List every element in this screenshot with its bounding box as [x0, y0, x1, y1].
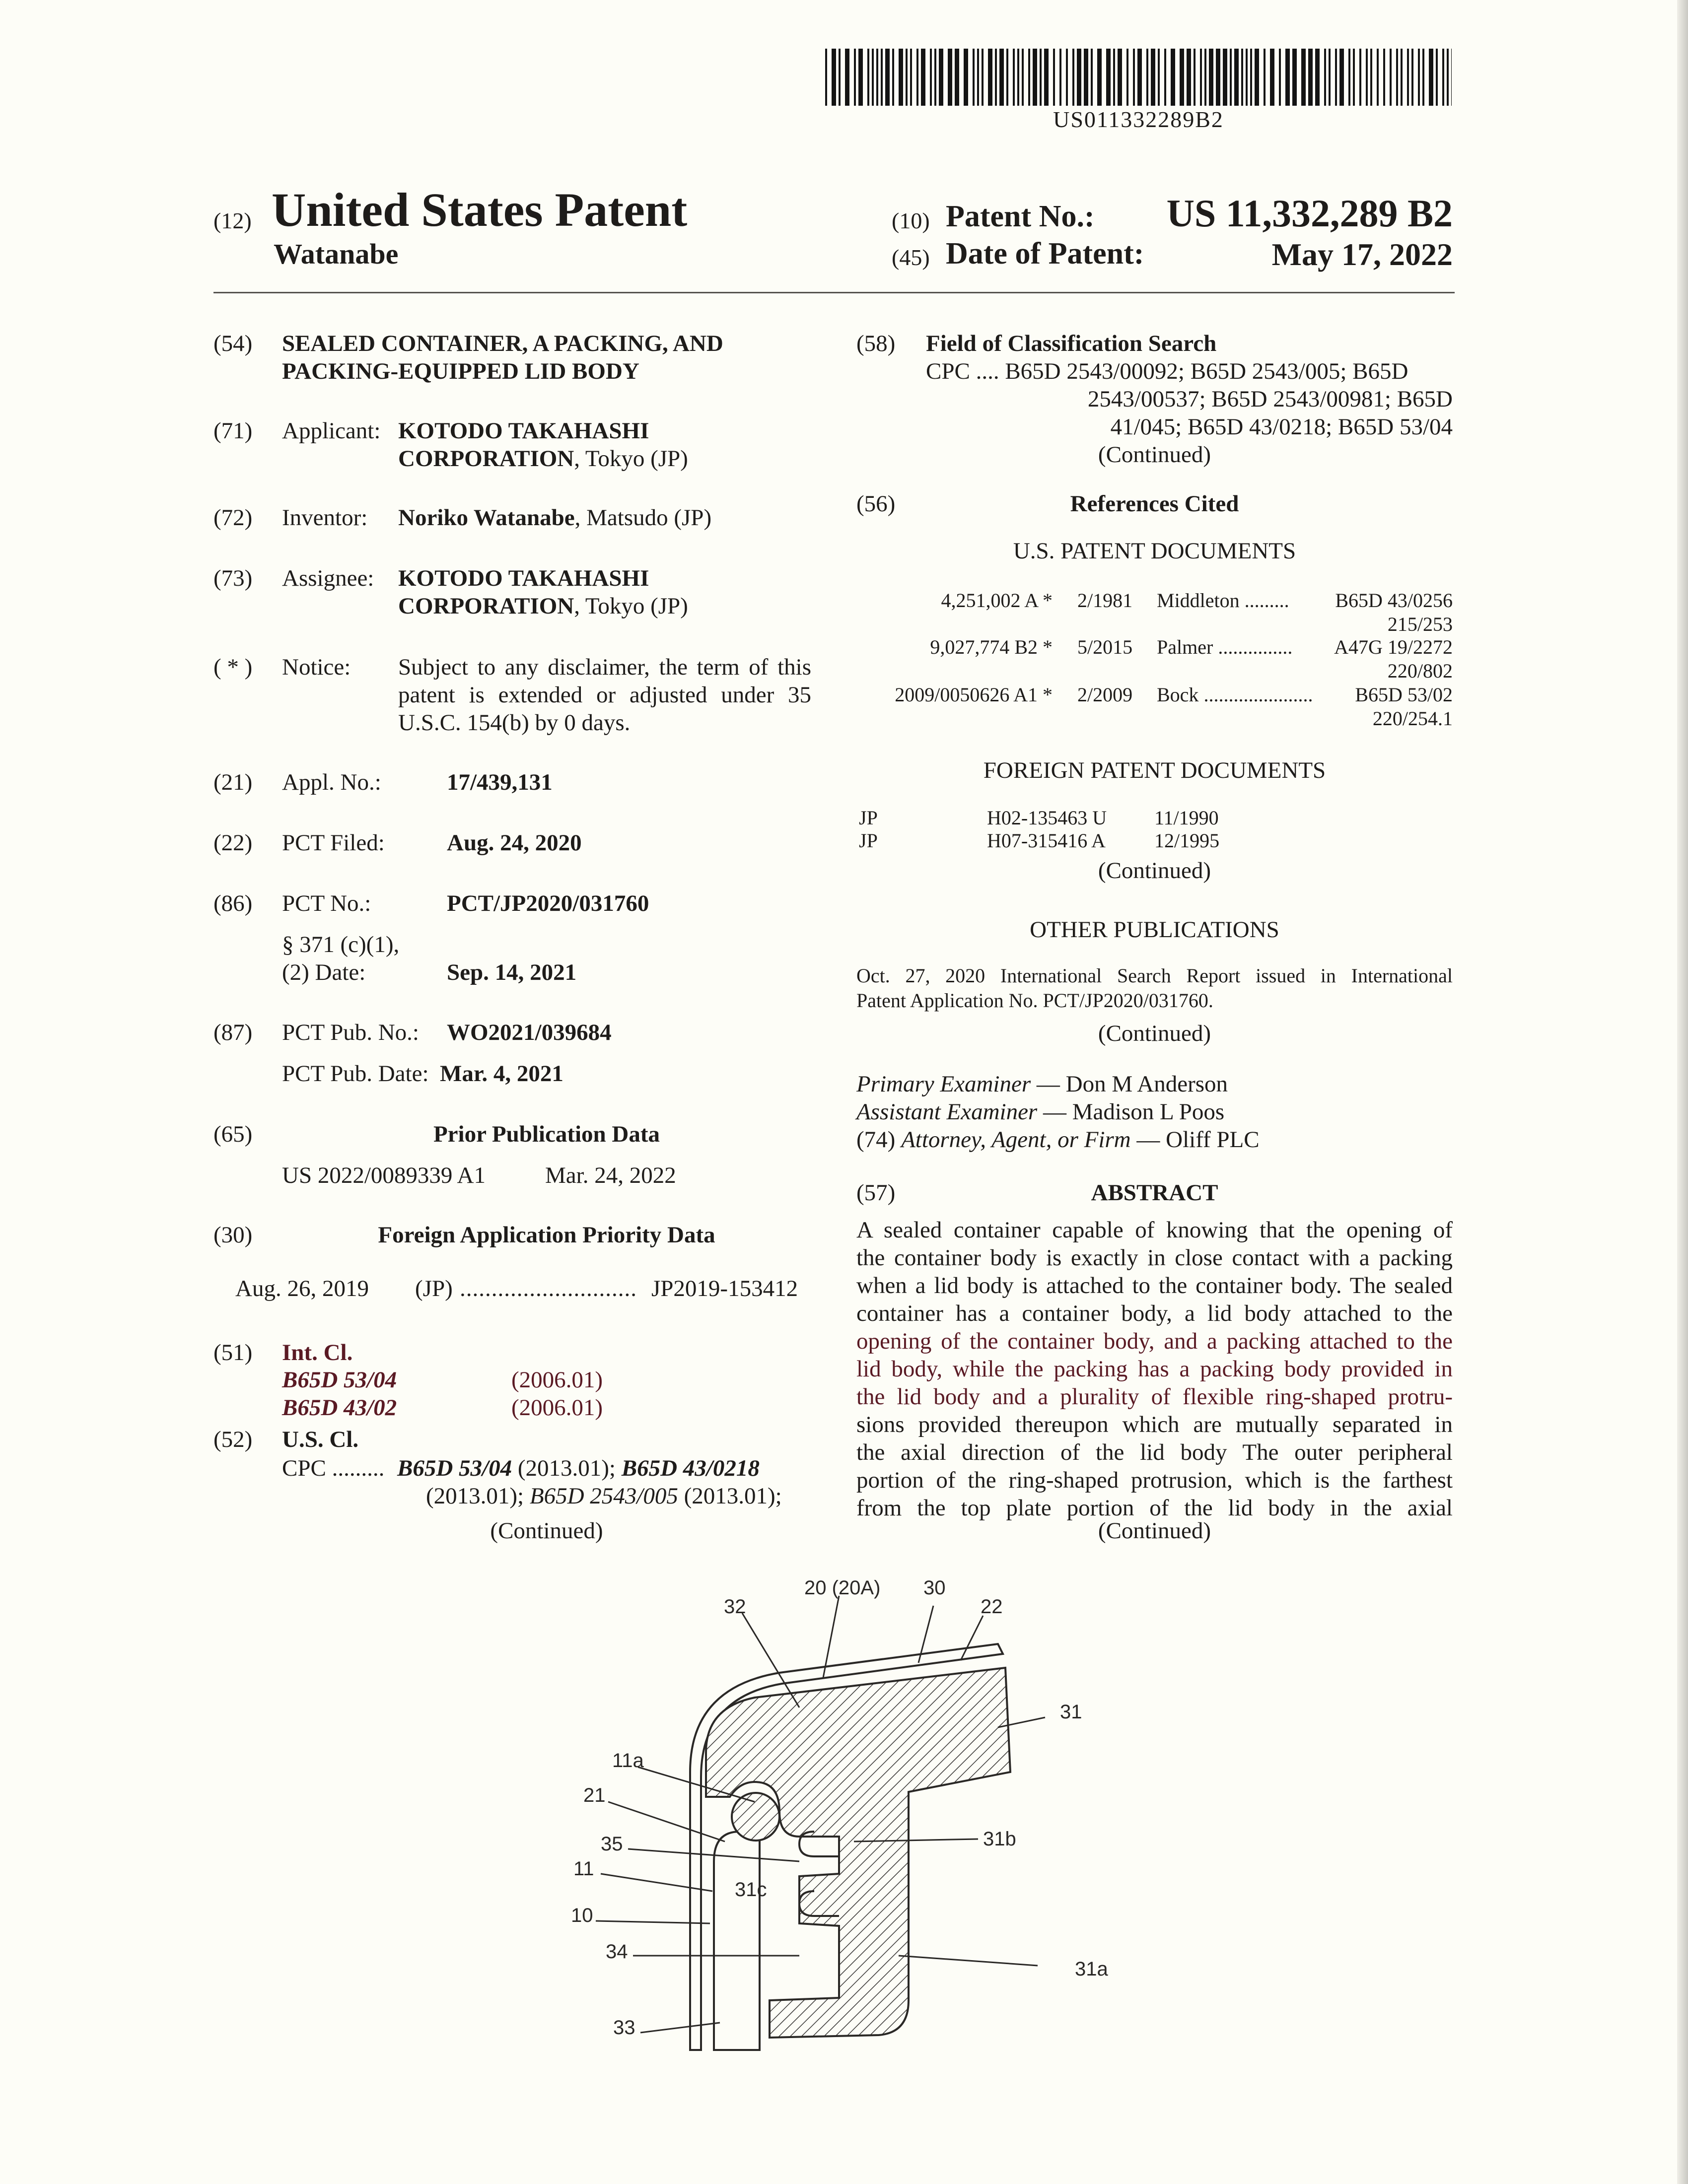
field-search-heading: Field of Classification Search	[926, 331, 1217, 356]
barcode-bar	[988, 49, 992, 106]
us-cl-version-2: (2013.01);	[426, 1483, 530, 1509]
abstract-line: when a lid body is attached to the container body. The sealed	[856, 1273, 1453, 1298]
barcode-bar	[1133, 49, 1135, 106]
us-doc-date: 2/2009	[1077, 683, 1133, 706]
ref-label-35: 35	[601, 1833, 623, 1855]
applicant-location: , Tokyo (JP)	[574, 446, 688, 472]
barcode-bar	[1339, 49, 1344, 106]
foreign-doc-country: JP	[859, 829, 878, 852]
us-doc-number: 9,027,774 B2 *	[930, 636, 1053, 658]
barcode-bar	[910, 49, 912, 106]
abstract-continued: (Continued)	[1098, 1518, 1211, 1544]
barcode-bar	[854, 49, 856, 106]
ref-label-34: 34	[606, 1941, 628, 1963]
foreign-priority-country: (JP)	[415, 1276, 453, 1301]
barcode-bar	[1246, 49, 1248, 106]
references-code: (56)	[856, 491, 896, 517]
pct-no-label: PCT No.:	[282, 890, 371, 916]
us-doc-name: Bock	[1157, 683, 1199, 706]
barcode-bar	[1429, 49, 1433, 106]
date-of-patent: May 17, 2022	[1271, 237, 1453, 272]
foreign-priority-dots: ............................	[460, 1276, 637, 1301]
pct-pub-no-code: (87)	[213, 1020, 253, 1045]
barcode-bar	[1250, 49, 1252, 106]
barcode-bar	[881, 49, 883, 106]
abstract-line: the container body is exactly in close contact with a packing	[856, 1245, 1453, 1271]
barcode-bar	[1077, 49, 1081, 106]
barcode-bar	[1383, 49, 1385, 106]
int-cl-version-2: (2006.01)	[511, 1395, 603, 1421]
attorney-label: Attorney, Agent, or Firm	[901, 1127, 1131, 1153]
invention-title-line2: PACKING-EQUIPPED LID BODY	[282, 358, 639, 384]
barcode-bar	[1033, 49, 1037, 106]
primary-examiner-label: Primary Examiner	[856, 1071, 1031, 1097]
barcode-bar	[872, 49, 874, 106]
us-cl-cpc-label: CPC .........	[282, 1455, 385, 1481]
abstract-line: lid body, while the packing has a packing body provided in	[856, 1356, 1453, 1382]
other-publications-continued: (Continued)	[1098, 1021, 1211, 1046]
us-doc-class: B65D 53/02	[1355, 683, 1453, 706]
field-search-line1: CPC .... B65D 2543/00092; B65D 2543/005; B65D	[926, 358, 1408, 384]
container-rim	[732, 1793, 779, 1841]
barcode-bar	[999, 49, 1004, 106]
barcode-bar	[1348, 49, 1350, 106]
assignee-location: , Tokyo (JP)	[574, 593, 688, 619]
barcode-bar	[1301, 49, 1306, 106]
barcode-bar	[1418, 49, 1420, 106]
field-search-code: (58)	[856, 331, 896, 356]
us-patent-documents-heading: U.S. PATENT DOCUMENTS	[1013, 538, 1296, 564]
date-of-patent-label: Date of Patent:	[946, 237, 1144, 271]
barcode-bar	[839, 49, 841, 106]
foreign-doc-date: 11/1990	[1154, 807, 1219, 829]
int-cl-code: (51)	[213, 1340, 253, 1365]
assistant-examiner-label: Assistant Examiner	[856, 1099, 1038, 1125]
pct-pub-date-value: Mar. 4, 2021	[440, 1061, 563, 1087]
barcode-bar	[1436, 49, 1438, 106]
us-cl-heading: U.S. Cl.	[282, 1427, 359, 1452]
barcode-bar	[1151, 49, 1155, 106]
abstract-line: opening of the container body, and a packing attached to the	[856, 1328, 1453, 1354]
foreign-priority-code: (30)	[213, 1222, 253, 1248]
ref-label-31: 31	[1060, 1701, 1082, 1723]
foreign-priority-number: JP2019-153412	[651, 1276, 798, 1301]
field-search-line2: 2543/00537; B65D 2543/00981; B65D	[1087, 386, 1453, 412]
pct-filed-value: Aug. 24, 2020	[447, 830, 582, 856]
barcode-bar	[916, 49, 918, 106]
barcode-bar	[1308, 49, 1313, 106]
other-publication-line2: Patent Application No. PCT/JP2020/031760.	[856, 989, 1213, 1012]
barcode-bar	[1329, 49, 1331, 106]
barcode-bar	[1285, 49, 1290, 106]
assignee-name-line2: CORPORATION	[398, 593, 574, 619]
barcode-bar	[939, 49, 943, 106]
barcode-bar	[955, 49, 959, 106]
ref-label-11a: 11a	[612, 1750, 644, 1772]
barcode-bar	[1187, 49, 1191, 106]
barcode	[825, 49, 1452, 106]
ref-label-22: 22	[981, 1596, 1003, 1618]
int-cl-class-2: B65D 43/02	[282, 1395, 397, 1421]
ref-label-31b: 31b	[983, 1828, 1016, 1850]
barcode-bar	[1126, 49, 1128, 106]
pct-pub-date-label: PCT Pub. Date:	[282, 1061, 429, 1087]
barcode-number: US011332289B2	[1053, 107, 1224, 132]
barcode-bar	[1234, 49, 1239, 106]
assignee-code: (73)	[213, 565, 253, 591]
foreign-priority-date: Aug. 26, 2019	[235, 1276, 369, 1301]
barcode-bar	[1407, 49, 1409, 106]
field-search-continued: (Continued)	[1098, 442, 1211, 468]
us-cl-code: (52)	[213, 1427, 253, 1452]
foreign-doc-number: H02-135463 U	[987, 807, 1107, 829]
field-search-line3: 41/045; B65D 43/0218; B65D 53/04	[1110, 414, 1453, 440]
code-12: (12)	[213, 208, 252, 233]
barcode-bar	[1044, 49, 1049, 106]
abstract-code: (57)	[856, 1180, 896, 1206]
us-doc-date: 2/1981	[1077, 589, 1133, 612]
pct-filed-code: (22)	[213, 830, 253, 856]
abstract-line: the lid body and a plurality of flexible ring-shaped protru-	[856, 1384, 1453, 1410]
barcode-bar	[1279, 49, 1281, 106]
barcode-bar	[995, 49, 997, 106]
other-publications-heading: OTHER PUBLICATIONS	[1030, 917, 1279, 943]
barcode-bar	[1442, 49, 1444, 106]
pct-no-value: PCT/JP2020/031760	[447, 890, 649, 916]
barcode-bar	[1411, 49, 1413, 106]
barcode-bar	[845, 49, 849, 106]
us-doc-class: B65D 43/0256	[1335, 589, 1453, 612]
barcode-bar	[1113, 49, 1115, 106]
barcode-bar	[1017, 49, 1019, 106]
barcode-bar	[825, 49, 827, 106]
patent-no-label: Patent No.:	[946, 200, 1095, 233]
abstract-body	[856, 1216, 1453, 1522]
barcode-bar	[1194, 49, 1196, 106]
abstract-line: A sealed container capable of knowing that the opening of	[856, 1217, 1453, 1243]
barcode-bar	[1137, 49, 1142, 106]
barcode-bar	[1040, 49, 1042, 106]
s371-date-value: Sep. 14, 2021	[447, 959, 577, 985]
patent-number: US 11,332,289 B2	[1166, 192, 1453, 235]
barcode-bar	[1366, 49, 1368, 106]
barcode-bar	[1084, 49, 1088, 106]
barcode-bar	[1223, 49, 1227, 106]
barcode-bar	[1053, 49, 1055, 106]
barcode-bar	[1255, 49, 1259, 106]
barcode-bar	[1390, 49, 1392, 106]
prior-pub-date: Mar. 24, 2022	[545, 1162, 676, 1188]
barcode-bar	[1146, 49, 1148, 106]
barcode-bar	[982, 49, 984, 106]
primary-examiner-name: — Don M Anderson	[1031, 1071, 1228, 1097]
header-divider	[213, 292, 1455, 293]
abstract-line: sions provided thereupon which are mutually separated in	[856, 1412, 1453, 1437]
code-45: (45)	[892, 245, 930, 270]
notice-line3: U.S.C. 154(b) by 0 days.	[398, 710, 631, 736]
barcode-bar	[867, 49, 869, 106]
us-cl-class-3: B65D 2543/005	[529, 1483, 678, 1509]
document-type: United States Patent	[272, 183, 688, 236]
inventor-short: Watanabe	[274, 238, 399, 270]
barcode-bar	[1230, 49, 1232, 106]
representative-drawing	[521, 1564, 1167, 2075]
barcode-bar	[832, 49, 836, 106]
container-wall	[714, 1832, 760, 2050]
us-cl-class-1: B65D 53/04	[397, 1455, 512, 1481]
code-10: (10)	[892, 208, 930, 233]
barcode-bar	[1164, 49, 1166, 106]
applicant-code: (71)	[213, 418, 253, 444]
foreign-priority-heading: Foreign Application Priority Data	[378, 1222, 715, 1248]
us-doc-subclass: 215/253	[1387, 613, 1453, 635]
barcode-bar	[1013, 49, 1015, 106]
barcode-bar	[1264, 49, 1266, 106]
foreign-docs-continued: (Continued)	[1098, 858, 1211, 884]
abstract-line: portion of the ring-shaped protrusion, which is the farthest	[856, 1467, 1453, 1493]
barcode-bar	[1171, 49, 1175, 106]
us-doc-dots: ...............	[1218, 636, 1293, 658]
barcode-bar	[885, 49, 890, 106]
barcode-bar	[1097, 49, 1102, 106]
inventor-name: Noriko Watanabe	[398, 505, 575, 531]
pct-pub-no-value: WO2021/039684	[447, 1020, 612, 1045]
barcode-bar	[892, 49, 894, 106]
barcode-bar	[1335, 49, 1337, 106]
applicant-name-line2: CORPORATION	[398, 446, 574, 472]
abstract-heading: ABSTRACT	[1091, 1180, 1218, 1206]
ref-label-31a: 31a	[1075, 1958, 1108, 1980]
ref-label-11: 11	[573, 1858, 594, 1880]
assistant-examiner-name: — Madison L Poos	[1037, 1099, 1225, 1125]
us-doc-name: Palmer	[1157, 636, 1213, 658]
barcode-bar	[964, 49, 968, 106]
us-cl-continued: (Continued)	[490, 1518, 603, 1544]
title-code: (54)	[213, 331, 253, 356]
notice-line2: patent is extended or adjusted under 35	[398, 682, 811, 708]
pct-pub-no-label: PCT Pub. No.:	[282, 1020, 419, 1045]
us-doc-class: A47G 19/2272	[1334, 636, 1453, 658]
inventor-code: (72)	[213, 505, 253, 531]
barcode-bar	[1028, 49, 1030, 106]
barcode-bar	[899, 49, 903, 106]
barcode-bar	[1324, 49, 1326, 106]
barcode-bar	[1401, 49, 1403, 106]
appl-no-value: 17/439,131	[447, 769, 553, 795]
ref-label-32: 32	[724, 1596, 746, 1618]
ref-label-20: 20 (20A)	[804, 1577, 881, 1599]
us-cl-class-2: B65D 43/0218	[621, 1455, 760, 1481]
us-doc-dots: ......................	[1203, 683, 1313, 706]
references-heading: References Cited	[1070, 491, 1239, 517]
us-doc-number: 4,251,002 A *	[941, 589, 1053, 612]
barcode-bar	[1006, 49, 1008, 106]
barcode-bar	[1180, 49, 1184, 106]
prior-pub-code: (65)	[213, 1121, 253, 1147]
barcode-bar	[876, 49, 878, 106]
barcode-bar	[934, 49, 936, 106]
abstract-line: the axial direction of the lid body The outer peripheral	[856, 1439, 1453, 1465]
barcode-bar	[1209, 49, 1213, 106]
barcode-bar	[1292, 49, 1297, 106]
s371-date-label: (2) Date:	[282, 959, 366, 985]
barcode-bar	[977, 49, 979, 106]
barcode-bar	[930, 49, 932, 106]
ref-label-21: 21	[583, 1784, 606, 1806]
barcode-bar	[1370, 49, 1372, 106]
pct-no-code: (86)	[213, 890, 253, 916]
page-edge-shadow	[1677, 0, 1688, 2184]
foreign-doc-date: 12/1995	[1154, 829, 1220, 852]
assignee-label: Assignee:	[282, 565, 374, 591]
abstract-line: container has a container body, a lid body attached to the	[856, 1300, 1453, 1326]
appl-no-label: Appl. No.:	[282, 769, 381, 795]
int-cl-version-1: (2006.01)	[511, 1367, 603, 1393]
barcode-bar	[1072, 49, 1074, 106]
barcode-bar	[921, 49, 925, 106]
ref-label-31c: 31c	[735, 1879, 767, 1901]
us-doc-number: 2009/0050626 A1 *	[895, 683, 1053, 706]
us-doc-dots: .........	[1244, 589, 1289, 612]
barcode-bar	[1118, 49, 1122, 106]
invention-title-line1: SEALED CONTAINER, A PACKING, AND	[282, 331, 723, 356]
barcode-bar	[973, 49, 975, 106]
notice-label: Notice:	[282, 654, 351, 680]
barcode-bar	[1353, 49, 1355, 106]
us-doc-subclass: 220/254.1	[1372, 707, 1453, 730]
prior-pub-heading: Prior Publication Data	[433, 1121, 660, 1147]
attorney-code: (74)	[856, 1127, 896, 1153]
barcode-bar	[1451, 49, 1452, 106]
foreign-patent-documents-heading: FOREIGN PATENT DOCUMENTS	[983, 757, 1326, 783]
applicant-name-line1: KOTODO TAKAHASHI	[398, 418, 649, 444]
foreign-doc-number: H07-315416 A	[987, 829, 1106, 852]
barcode-bar	[1377, 49, 1379, 106]
barcode-bar	[1216, 49, 1220, 106]
appl-no-code: (21)	[213, 769, 253, 795]
barcode-bar	[1022, 49, 1024, 106]
barcode-bar	[948, 49, 952, 106]
us-doc-name: Middleton	[1157, 589, 1240, 612]
barcode-bar	[1359, 49, 1361, 106]
barcode-bar	[1270, 49, 1274, 106]
barcode-bar	[1422, 49, 1424, 106]
barcode-bar	[1091, 49, 1093, 106]
barcode-bar	[1158, 49, 1160, 106]
us-doc-subclass: 220/802	[1387, 660, 1453, 682]
attorney-name: — Oliff PLC	[1130, 1127, 1260, 1153]
barcode-bar	[1315, 49, 1320, 106]
applicant-label: Applicant:	[282, 418, 381, 444]
barcode-bar	[1106, 49, 1111, 106]
pct-filed-label: PCT Filed:	[282, 830, 385, 856]
barcode-bar	[1447, 49, 1449, 106]
inventor-location: , Matsudo (JP)	[574, 505, 712, 531]
inventor-label: Inventor:	[282, 505, 368, 531]
barcode-bar	[1204, 49, 1206, 106]
notice-code: ( * )	[213, 654, 253, 680]
us-cl-version-3: (2013.01);	[678, 1483, 782, 1509]
ref-label-33: 33	[613, 2017, 635, 2039]
foreign-doc-country: JP	[859, 807, 878, 829]
int-cl-class-1: B65D 53/04	[282, 1367, 397, 1393]
barcode-bar	[1241, 49, 1243, 106]
other-publication-line1: Oct. 27, 2020 International Search Report issued in International	[856, 964, 1453, 987]
s371-label: § 371 (c)(1),	[282, 932, 400, 957]
barcode-bar	[1059, 49, 1061, 106]
abstract-line: from the top plate portion of the lid body in the axial	[856, 1495, 1453, 1521]
prior-pub-number: US 2022/0089339 A1	[282, 1162, 486, 1188]
ref-label-30: 30	[923, 1577, 946, 1599]
barcode-bar	[1066, 49, 1068, 106]
us-doc-date: 5/2015	[1077, 636, 1133, 658]
barcode-bar	[906, 49, 908, 106]
barcode-bar	[1396, 49, 1398, 106]
assignee-name-line1: KOTODO TAKAHASHI	[398, 565, 649, 591]
barcode-bar	[858, 49, 863, 106]
notice-line1: Subject to any disclaimer, the term of this	[398, 654, 811, 680]
ref-label-10: 10	[571, 1905, 593, 1926]
barcode-bar	[1200, 49, 1202, 106]
us-cl-version-1: (2013.01);	[512, 1455, 622, 1481]
int-cl-heading: Int. Cl.	[282, 1340, 353, 1365]
